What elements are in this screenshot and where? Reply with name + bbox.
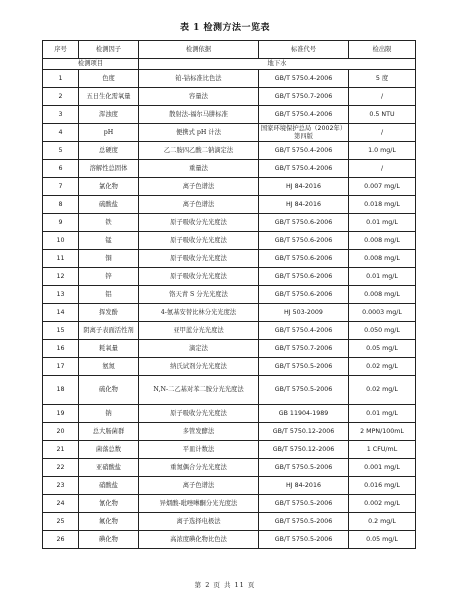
row-factor: 总硬度 bbox=[79, 142, 139, 160]
row-limit: 0.05 mg/L bbox=[349, 531, 416, 549]
row-number: 13 bbox=[43, 286, 79, 304]
row-limit: 0.007 mg/L bbox=[349, 178, 416, 196]
row-method: 离子色谱法 bbox=[139, 477, 259, 495]
row-code: GB/T 5750.12-2006 bbox=[259, 441, 349, 459]
row-factor: 铁 bbox=[79, 214, 139, 232]
row-method: 亚甲蓝分光光度法 bbox=[139, 322, 259, 340]
row-number: 21 bbox=[43, 441, 79, 459]
row-factor: 硝酸盐 bbox=[79, 477, 139, 495]
row-limit: 0.016 mg/L bbox=[349, 477, 416, 495]
row-factor: 铜 bbox=[79, 250, 139, 268]
row-code: GB/T 5750.6-2006 bbox=[259, 268, 349, 286]
row-factor: 浑浊度 bbox=[79, 106, 139, 124]
row-code: GB/T 5750.6-2006 bbox=[259, 250, 349, 268]
row-method: 离子色谱法 bbox=[139, 178, 259, 196]
row-method: 4-氨基安替比林分光光度法 bbox=[139, 304, 259, 322]
row-method: 滴定法 bbox=[139, 340, 259, 358]
row-method: N,N-二乙基对苯二胺分光光度法 bbox=[139, 376, 259, 405]
table-row bbox=[43, 106, 416, 124]
row-factor: 亚硝酸盐 bbox=[79, 459, 139, 477]
row-method: 离子色谱法 bbox=[139, 196, 259, 214]
row-code: GB/T 5750.5-2006 bbox=[259, 459, 349, 477]
row-number: 14 bbox=[43, 304, 79, 322]
row-factor: 色度 bbox=[79, 70, 139, 88]
table-row bbox=[43, 322, 416, 340]
row-limit: 0.050 mg/L bbox=[349, 322, 416, 340]
header-limit: 检出限 bbox=[349, 41, 416, 59]
row-method: 平皿计数法 bbox=[139, 441, 259, 459]
row-method: 离子选择电极法 bbox=[139, 513, 259, 531]
row-limit: / bbox=[349, 160, 416, 178]
row-code: GB/T 5750.4-2006 bbox=[259, 160, 349, 178]
row-limit: 0.01 mg/L bbox=[349, 405, 416, 423]
table-header-row bbox=[43, 41, 416, 59]
row-limit: 2 MPN/100mL bbox=[349, 423, 416, 441]
row-limit: 0.002 mg/L bbox=[349, 495, 416, 513]
table-row bbox=[43, 459, 416, 477]
row-limit: 0.008 mg/L bbox=[349, 286, 416, 304]
row-limit: 0.01 mg/L bbox=[349, 268, 416, 286]
row-factor: 阴离子表面活性剂 bbox=[79, 322, 139, 340]
row-number: 9 bbox=[43, 214, 79, 232]
row-factor: 菌落总数 bbox=[79, 441, 139, 459]
row-factor: 耗氧量 bbox=[79, 340, 139, 358]
row-code: HJ 84-2016 bbox=[259, 196, 349, 214]
table-row bbox=[43, 531, 416, 549]
row-limit: 0.01 mg/L bbox=[349, 214, 416, 232]
row-number: 24 bbox=[43, 495, 79, 513]
row-factor: 氟化物 bbox=[79, 513, 139, 531]
table-row bbox=[43, 376, 416, 405]
row-method: 纳氏试剂分光光度法 bbox=[139, 358, 259, 376]
row-factor: pH bbox=[79, 124, 139, 142]
row-code: GB/T 5750.5-2006 bbox=[259, 495, 349, 513]
row-number: 4 bbox=[43, 124, 79, 142]
row-code: 国家环境保护总局（2002年）第四版 bbox=[259, 124, 349, 142]
table-row bbox=[43, 423, 416, 441]
row-limit: 0.05 mg/L bbox=[349, 340, 416, 358]
row-limit: 1.0 mg/L bbox=[349, 142, 416, 160]
header-factor: 检测因子 bbox=[79, 41, 139, 59]
row-factor: 碘化物 bbox=[79, 531, 139, 549]
row-number: 11 bbox=[43, 250, 79, 268]
row-code: GB/T 5750.4-2006 bbox=[259, 70, 349, 88]
row-method: 散射法-福尔马肼标准 bbox=[139, 106, 259, 124]
table-row bbox=[43, 196, 416, 214]
row-number: 3 bbox=[43, 106, 79, 124]
row-code: GB/T 5750.6-2006 bbox=[259, 286, 349, 304]
row-number: 12 bbox=[43, 268, 79, 286]
row-method: 原子吸收分光光度法 bbox=[139, 405, 259, 423]
row-number: 18 bbox=[43, 376, 79, 405]
row-factor: 锌 bbox=[79, 268, 139, 286]
row-code: GB/T 5750.4-2006 bbox=[259, 322, 349, 340]
row-code: GB/T 5750.4-2006 bbox=[259, 142, 349, 160]
row-limit: 1 CFU/mL bbox=[349, 441, 416, 459]
row-number: 7 bbox=[43, 178, 79, 196]
table-title: 表 1 检测方法一览表 bbox=[179, 23, 271, 33]
row-code: GB/T 5750.4-2006 bbox=[259, 106, 349, 124]
header-no: 序号 bbox=[43, 41, 79, 59]
row-factor: 挥发酚 bbox=[79, 304, 139, 322]
row-number: 1 bbox=[43, 70, 79, 88]
row-number: 25 bbox=[43, 513, 79, 531]
table-row bbox=[43, 286, 416, 304]
row-number: 5 bbox=[43, 142, 79, 160]
row-number: 23 bbox=[43, 477, 79, 495]
header-method: 检测依据 bbox=[139, 41, 259, 59]
row-factor: 钠 bbox=[79, 405, 139, 423]
row-number: 26 bbox=[43, 531, 79, 549]
table-row bbox=[43, 358, 416, 376]
row-number: 2 bbox=[43, 88, 79, 106]
row-limit: 0.001 mg/L bbox=[349, 459, 416, 477]
row-factor: 硫酸盐 bbox=[79, 196, 139, 214]
row-limit: 0.02 mg/L bbox=[349, 358, 416, 376]
row-code: GB 11904-1989 bbox=[259, 405, 349, 423]
table-row bbox=[43, 477, 416, 495]
table-row bbox=[43, 405, 416, 423]
row-method: 原子吸收分光光度法 bbox=[139, 268, 259, 286]
row-code: HJ 84-2016 bbox=[259, 477, 349, 495]
table-row bbox=[43, 142, 416, 160]
row-number: 8 bbox=[43, 196, 79, 214]
row-factor: 总大肠菌群 bbox=[79, 423, 139, 441]
row-limit: 0.008 mg/L bbox=[349, 232, 416, 250]
table-row bbox=[43, 250, 416, 268]
table-row bbox=[43, 178, 416, 196]
row-limit: 0.5 NTU bbox=[349, 106, 416, 124]
table-row bbox=[43, 304, 416, 322]
row-limit: 5 度 bbox=[349, 70, 416, 88]
row-limit: 0.008 mg/L bbox=[349, 250, 416, 268]
row-limit: / bbox=[349, 88, 416, 106]
row-method: 便携式 pH 计法 bbox=[139, 124, 259, 142]
row-method: 原子吸收分光光度法 bbox=[139, 214, 259, 232]
row-number: 15 bbox=[43, 322, 79, 340]
row-method: 高浓度碘化物比色法 bbox=[139, 531, 259, 549]
row-number: 17 bbox=[43, 358, 79, 376]
row-method: 多管发酵法 bbox=[139, 423, 259, 441]
table-row bbox=[43, 513, 416, 531]
row-code: GB/T 5750.7-2006 bbox=[259, 88, 349, 106]
table-row bbox=[43, 340, 416, 358]
row-factor: 五日生化需氧量 bbox=[79, 88, 139, 106]
table-row bbox=[43, 495, 416, 513]
row-limit: 0.0003 mg/L bbox=[349, 304, 416, 322]
row-number: 22 bbox=[43, 459, 79, 477]
row-method: 乙二胺四乙酸二钠滴定法 bbox=[139, 142, 259, 160]
row-code: GB/T 5750.5-2006 bbox=[259, 358, 349, 376]
row-number: 16 bbox=[43, 340, 79, 358]
table-row bbox=[43, 268, 416, 286]
row-limit: 0.02 mg/L bbox=[349, 376, 416, 405]
row-number: 19 bbox=[43, 405, 79, 423]
table-row bbox=[43, 70, 416, 88]
table-row bbox=[43, 124, 416, 142]
row-code: GB/T 5750.12-2006 bbox=[259, 423, 349, 441]
row-method: 容量法 bbox=[139, 88, 259, 106]
row-number: 10 bbox=[43, 232, 79, 250]
row-code: GB/T 5750.7-2006 bbox=[259, 340, 349, 358]
row-code: GB/T 5750.5-2006 bbox=[259, 376, 349, 405]
table-row bbox=[43, 160, 416, 178]
row-method: 铂-钴标准比色法 bbox=[139, 70, 259, 88]
row-code: GB/T 5750.6-2006 bbox=[259, 232, 349, 250]
row-method: 重量法 bbox=[139, 160, 259, 178]
row-code: GB/T 5750.5-2006 bbox=[259, 531, 349, 549]
row-limit: / bbox=[349, 124, 416, 142]
row-method: 原子吸收分光光度法 bbox=[139, 250, 259, 268]
row-factor: 氰化物 bbox=[79, 495, 139, 513]
row-factor: 铝 bbox=[79, 286, 139, 304]
header-code: 标准代号 bbox=[259, 41, 349, 59]
row-method: 原子吸收分光光度法 bbox=[139, 232, 259, 250]
row-method: 异烟酸-吡唑啉酮分光光度法 bbox=[139, 495, 259, 513]
row-factor: 硫化物 bbox=[79, 376, 139, 405]
row-code: HJ 503-2009 bbox=[259, 304, 349, 322]
row-factor: 氨氮 bbox=[79, 358, 139, 376]
table-row bbox=[43, 214, 416, 232]
row-number: 20 bbox=[43, 423, 79, 441]
row-factor: 氯化物 bbox=[79, 178, 139, 196]
row-factor: 溶解性总固体 bbox=[79, 160, 139, 178]
row-code: GB/T 5750.6-2006 bbox=[259, 214, 349, 232]
row-method: 重氮偶合分光光度法 bbox=[139, 459, 259, 477]
table-row bbox=[43, 88, 416, 106]
detection-methods-table bbox=[42, 40, 416, 549]
section-label: 检测项目 bbox=[43, 59, 139, 70]
row-number: 6 bbox=[43, 160, 79, 178]
section-value: 地下水 bbox=[139, 59, 416, 70]
section-row bbox=[43, 59, 416, 70]
row-limit: 0.018 mg/L bbox=[349, 196, 416, 214]
table-row bbox=[43, 232, 416, 250]
row-factor: 锰 bbox=[79, 232, 139, 250]
row-limit: 0.2 mg/L bbox=[349, 513, 416, 531]
row-method: 铬天青 S 分光光度法 bbox=[139, 286, 259, 304]
page-number: 第 2 页 共 11 页 bbox=[194, 581, 256, 589]
table-row bbox=[43, 441, 416, 459]
row-code: HJ 84-2016 bbox=[259, 178, 349, 196]
row-code: GB/T 5750.5-2006 bbox=[259, 513, 349, 531]
